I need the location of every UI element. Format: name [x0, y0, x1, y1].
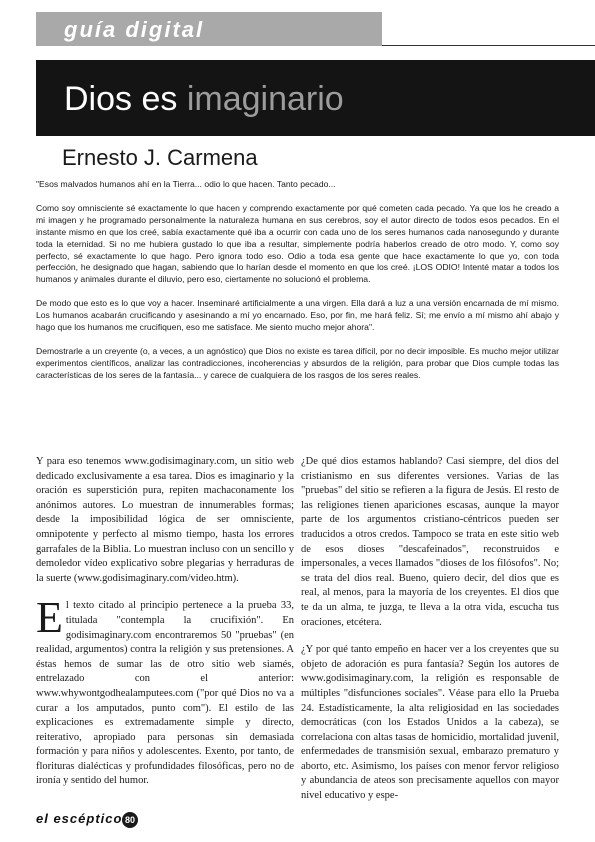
dropcap-paragraph-text: l texto citado al principio pertenece a la prueba 33, titulada "contempla la crucifixión". En godisimaginary.com encontraremos 50 "pruebas" (en realidad, argumentos) contra la religión y sus pretensiones. A éstas hemos de sumar las de otro sitio web siamés, entrelazado con el anterior: www.whywontgodhealamputees.com ("por qué Dios no va a curar a los amputados, punto com"). El estilo de las explicaciones es extremadamente simple y directo, reiterativo, apropiado para personas sin demasiada formación y para niños y adolescentes. Exento, por tanto, de florituras dialécticas y profundidades filosóficas, pero no de ironía y sentido del humor.: [36, 600, 294, 787]
title-dark: Dios es: [64, 80, 187, 118]
title-light: imaginario: [186, 80, 344, 118]
intro-paragraph: Demostrarle a un creyente (o, a veces, a un agnóstico) que Dios no existe es tarea difícil, por no decir imposible. Es mucho mejor utilizar experimentos científicos, analizar las contradicciones, incoherencias y absurdos de la religión, para probar que Dios cumple todas las características de los seres de la fantasía... y carece de cualquiera de los rasgos de los seres reales.: [36, 345, 559, 380]
section-tab: [36, 12, 382, 46]
header-rule: [382, 45, 595, 46]
article-title: [64, 80, 344, 119]
intro-quote: [36, 179, 559, 394]
intro-paragraph: Como soy omnisciente sé exactamente lo que hacen y comprendo exactamente por qué cometen cada pecado. Ya que los he creado a mi imagen y he programado personalmente la naturaleza humana en sus cerebros, soy el autor directo de todos esos pecados. En el instante mismo en que los creé, sabía exactamente qué iba a ocurrir con cada uno de los seres humanos cada nanosegundo y durante toda la eternidad. Si no me hubiera gustado lo que iba a resultar, simplemente podría haberlos creado de otro modo. Y, como soy perfecto, sé exactamente lo que hago. Pero ignora todo eso. Odio a toda esa gente que hace exactamente lo que yo, con toda perfección, he designado que hagan, sabiendo que lo harían desde el momento en que los creé. ¡LOS ODIO! Intenté matar a todos los humanos y animales durante el diluvio, pero eso, ciertamente no solucionó el problema.: [36, 202, 559, 285]
author-name: Ernesto J. Carmena: [62, 145, 258, 170]
body-paragraph: ¿De qué dios estamos hablando? Casi siempre, del dios del cristianismo en sus diferentes versiones. Varias de las "pruebas" del sitio se refieren a la figura de Jesús. El resto de las religiones tienen apariciones escasas, aunque la mayor parte de los argumentos cristiano-céntricos pueden ser traducidos a otros credos. Tampoco se trata en este sitio web de esos dioses "descafeinados", reconstruidos e impersonales, a veces llamados "dioses de los filósofos". No; se trata del dios real. Bueno, quiero decir, del dios que es real, al menos, para la mayoría de los creyentes. El dios que te da un alma, te juzga, te lleva a la otra vida, escucha tus oraciones, etcétera.: [301, 456, 559, 628]
section-label: guía digital: [64, 17, 205, 42]
body-paragraph: Y para eso tenemos www.godisimaginary.com, un sitio web dedicado exclusivamente a esa tarea. Dios es imaginario y la oración es superstición pura, repiten machaconamente los anónimos autores. Lo muestran de innumerables formas; desde la imposibilidad lógica de ser omnisciente, omnipotente y perfecto al mismo tiempo, hasta los errores garrafales de la Biblia. Lo muestran incluso con un sencillo y demoledor vídeo explicativo sobre plegarias y herraduras de la suerte (www.godisimaginary.com/video.htm).: [36, 456, 294, 584]
right-column: [301, 455, 559, 817]
page-number: 80: [122, 812, 138, 828]
body-paragraph: ¿Y por qué tanto empeño en hacer ver a los creyentes que su objeto de adoración es pura fantasía? Según los autores de www.godisimaginary.com, la religión es responsable de múltiples "disfunciones sociales". Véase para ello la Prueba 24. Estadísticamente, la alta religiosidad en las sociedades democráticas (con los Estados Unidos a la cabeza), se correlaciona con altas tasas de homicidio, mortalidad juvenil, enfermedades de transmisión sexual, embarazo prematuro y aborto, etc. Asimismo, los países con menor fervor religioso y abundancia de ateos son precisamente aquellos con mayor nivel educativo y espe-: [301, 644, 559, 802]
left-column: [36, 455, 294, 802]
body-paragraph-dropcap: [36, 593, 294, 789]
drop-cap: E: [36, 593, 63, 643]
magazine-name: el escéptico: [36, 811, 123, 826]
intro-paragraph: "Esos malvados humanos ahí en la Tierra... odio lo que hacen. Tanto pecado...: [36, 179, 336, 189]
intro-paragraph: De modo que esto es lo que voy a hacer. Inseminaré artificialmente a una virgen. Ella dará a luz a una versión encarnada de mí mismo. Los humanos acabarán crucificando y asesinando a mí yo encarnado. Eso, por fin, me hará feliz. Sí; me envío a mí mismo ahí abajo y hago que los humanos me crucifiquen, eso me satisface. Me siento mucho mejor ahora".: [36, 298, 559, 333]
title-bar: [36, 60, 595, 136]
